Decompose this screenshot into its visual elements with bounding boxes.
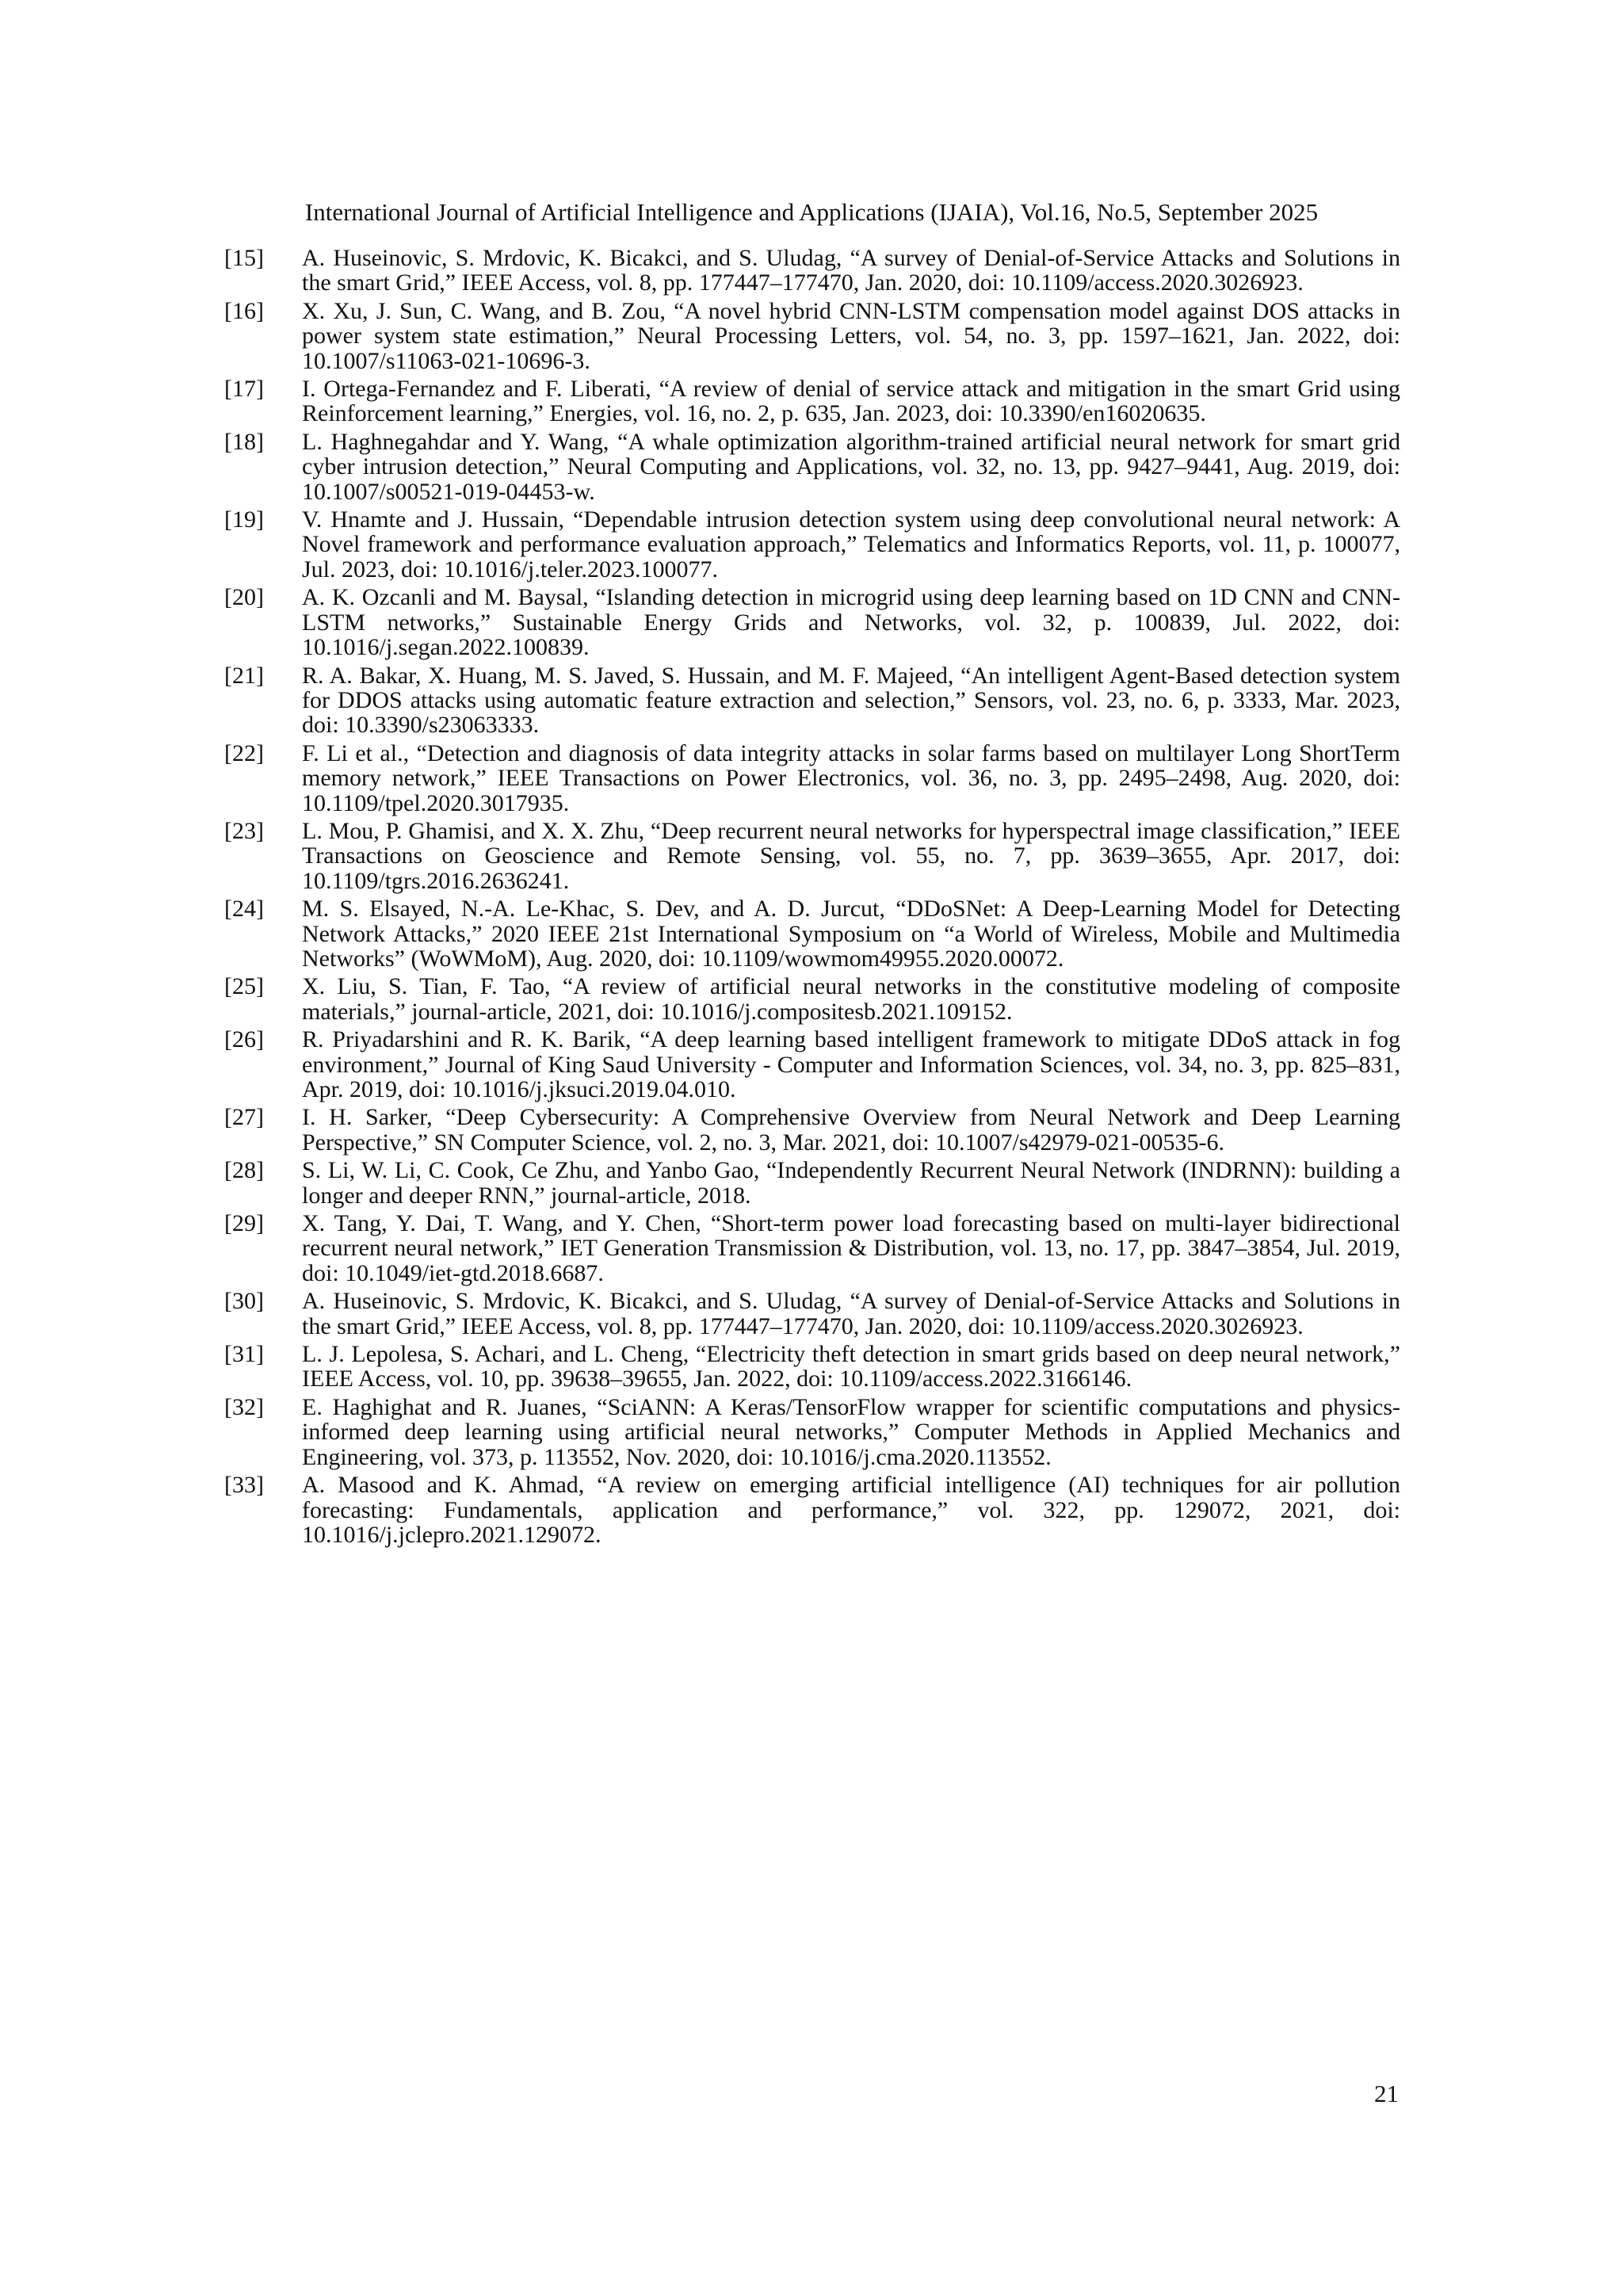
reference-text: X. Tang, Y. Dai, T. Wang, and Y. Chen, “Short-term power load forecasting based on multi-layer bidirectional recurrent neural network,” IET Generation Transmission & Distribution, vol. 13, no. 17, pp. 3847–3854, Jul. 2019, doi: 10.1049/iet-gtd.2018.6687. <box>302 1210 1400 1286</box>
reference-item <box>224 585 1400 659</box>
reference-text: E. Haghighat and R. Juanes, “SciANN: A Keras/TensorFlow wrapper for scientific computations and physics-informed deep learning using artificial neural networks,” Computer Methods in Applied Mechanics and Engineering, vol. 373, p. 113552, Nov. 2020, doi: 10.1016/j.cma.2020.113552. <box>302 1393 1400 1470</box>
reference-text: L. Haghnegahdar and Y. Wang, “A whale optimization algorithm-trained artificial neural network for smart grid cyber intrusion detection,” Neural Computing and Applications, vol. 32, no. 13, pp. 9427–9441, Aug. 2019, doi: 10.1007/s00521-019-04453-w. <box>302 428 1400 505</box>
reference-number: [18] <box>224 428 264 455</box>
reference-item <box>224 896 1400 971</box>
reference-number: [25] <box>224 973 264 1000</box>
reference-number: [24] <box>224 896 264 923</box>
reference-item <box>224 430 1400 504</box>
reference-text: R. A. Bakar, X. Huang, M. S. Javed, S. Hussain, and M. F. Majeed, “An intelligent Agent-Based detection system for DDOS attacks using automatic feature extraction and selection,” Sensors, vol. 23, no. 6, p. 3333, Mar. 2023, doi: 10.3390/s23063333. <box>302 662 1400 739</box>
reference-text: X. Liu, S. Tian, F. Tao, “A review of artificial neural networks in the constitutive modeling of composite materials,” journal-article, 2021, doi: 10.1016/j.compositesb.2021.109152. <box>302 973 1400 1025</box>
reference-number: [21] <box>224 662 264 689</box>
reference-text: I. H. Sarker, “Deep Cybersecurity: A Comprehensive Overview from Neural Network and Deep Learning Perspective,” SN Computer Science, vol. 2, no. 3, Mar. 2021, doi: 10.1007/s42979-021-00535-6. <box>302 1104 1400 1156</box>
reference-item <box>224 246 1400 296</box>
reference-number: [28] <box>224 1157 264 1184</box>
reference-number: [15] <box>224 245 264 271</box>
reference-item <box>224 819 1400 893</box>
reference-number: [31] <box>224 1341 264 1368</box>
reference-item <box>224 974 1400 1024</box>
reference-number: [17] <box>224 376 264 403</box>
reference-number: [30] <box>224 1288 264 1315</box>
reference-item <box>224 1342 1400 1392</box>
reference-number: [20] <box>224 584 264 611</box>
reference-item <box>224 663 1400 738</box>
reference-number: [27] <box>224 1104 264 1131</box>
reference-text: R. Priyadarshini and R. K. Barik, “A deep learning based intelligent framework to mitigate DDoS attack in fog environment,” Journal of King Saud University - Computer and Information Sciences, vol. 34, no. 3, pp. 825–831, Apr. 2019, doi: 10.1016/j.jksuci.2019.04.010. <box>302 1026 1400 1102</box>
reference-item <box>224 1473 1400 1547</box>
reference-item <box>224 299 1400 373</box>
reference-text: I. Ortega-Fernandez and F. Liberati, “A review of denial of service attack and mitigation in the smart Grid using Reinforcement learning,” Energies, vol. 16, no. 2, p. 635, Jan. 2023, doi: 10.3390/en16020635. <box>302 376 1400 427</box>
reference-number: [19] <box>224 506 264 533</box>
reference-number: [22] <box>224 739 264 766</box>
reference-text: A. Masood and K. Ahmad, “A review on emerging artificial intelligence (AI) techniques for air pollution forecasting: Fundamentals, application and performance,” vol. 322, pp. 129072, 2021, doi: 10.1016/j.jclepro.2021.129072. <box>302 1472 1400 1548</box>
reference-item <box>224 741 1400 816</box>
reference-list <box>224 246 1400 1550</box>
reference-text: M. S. Elsayed, N.-A. Le-Khac, S. Dev, and A. D. Jurcut, “DDoSNet: A Deep-Learning Model for Detecting Network Attacks,” 2020 IEEE 21st International Symposium on “a World of Wireless, Mobile and Multimedia Networks” (WoWMoM), Aug. 2020, doi: 10.1109/wowmom49955.2020.00072. <box>302 896 1400 972</box>
reference-number: [29] <box>224 1210 264 1237</box>
reference-item <box>224 1027 1400 1102</box>
reference-text: F. Li et al., “Detection and diagnosis of data integrity attacks in solar farms based on multilayer Long ShortTerm memory network,” IEEE Transactions on Power Electronics, vol. 36, no. 3, pp. 2495–2498, Aug. 2020, doi: 10.1109/tpel.2020.3017935. <box>302 739 1400 816</box>
reference-text: A. Huseinovic, S. Mrdovic, K. Bicakci, and S. Uludag, “A survey of Denial-of-Service Attacks and Solutions in the smart Grid,” IEEE Access, vol. 8, pp. 177447–177470, Jan. 2020, doi: 10.1109/access.2020.3026923. <box>302 245 1400 296</box>
page-number: 21 <box>1374 2080 1399 2107</box>
reference-text: A. Huseinovic, S. Mrdovic, K. Bicakci, and S. Uludag, “A survey of Denial-of-Service Attacks and Solutions in the smart Grid,” IEEE Access, vol. 8, pp. 177447–177470, Jan. 2020, doi: 10.1109/access.2020.3026923. <box>302 1288 1400 1339</box>
reference-text: L. J. Lepolesa, S. Achari, and L. Cheng, “Electricity theft detection in smart grids based on deep neural network,” IEEE Access, vol. 10, pp. 39638–39655, Jan. 2022, doi: 10.1109/access.2022.3166146. <box>302 1341 1400 1392</box>
reference-item <box>224 1289 1400 1339</box>
reference-text: X. Xu, J. Sun, C. Wang, and B. Zou, “A novel hybrid CNN-LSTM compensation model against DOS attacks in power system state estimation,” Neural Processing Letters, vol. 54, no. 3, pp. 1597–1621, Jan. 2022, doi: 10.1007/s11063-021-10696-3. <box>302 297 1400 374</box>
reference-number: [33] <box>224 1472 264 1499</box>
reference-item <box>224 1395 1400 1469</box>
reference-item <box>224 1105 1400 1155</box>
reference-item <box>224 1211 1400 1286</box>
reference-text: S. Li, W. Li, C. Cook, Ce Zhu, and Yanbo Gao, “Independently Recurrent Neural Network (INDRNN): building a longer and deeper RNN,” journal-article, 2018. <box>302 1157 1400 1209</box>
reference-number: [16] <box>224 297 264 324</box>
reference-text: L. Mou, P. Ghamisi, and X. X. Zhu, “Deep recurrent neural networks for hyperspectral image classification,” IEEE Transactions on Geoscience and Remote Sensing, vol. 55, no. 7, pp. 3639–3655, Apr. 2017, doi: 10.1109/tgrs.2016.2636241. <box>302 817 1400 894</box>
reference-item <box>224 507 1400 582</box>
reference-number: [23] <box>224 817 264 844</box>
reference-number: [26] <box>224 1026 264 1053</box>
reference-item <box>224 376 1400 426</box>
reference-number: [32] <box>224 1393 264 1420</box>
reference-text: A. K. Ozcanli and M. Baysal, “Islanding detection in microgrid using deep learning based on 1D CNN and CNN-LSTM networks,” Sustainable Energy Grids and Networks, vol. 32, p. 100839, Jul. 2022, doi: 10.1016/j.segan.2022.100839. <box>302 584 1400 661</box>
running-header: International Journal of Artificial Intelligence and Applications (IJAIA), Vol.16, No.5, September 2025 <box>304 198 1319 226</box>
reference-item <box>224 1158 1400 1208</box>
reference-text: V. Hnamte and J. Hussain, “Dependable intrusion detection system using deep convolutional neural network: A Novel framework and performance evaluation approach,” Telematics and Informatics Reports, vol. 11, p. 100077, Jul. 2023, doi: 10.1016/j.teler.2023.100077. <box>302 506 1400 583</box>
